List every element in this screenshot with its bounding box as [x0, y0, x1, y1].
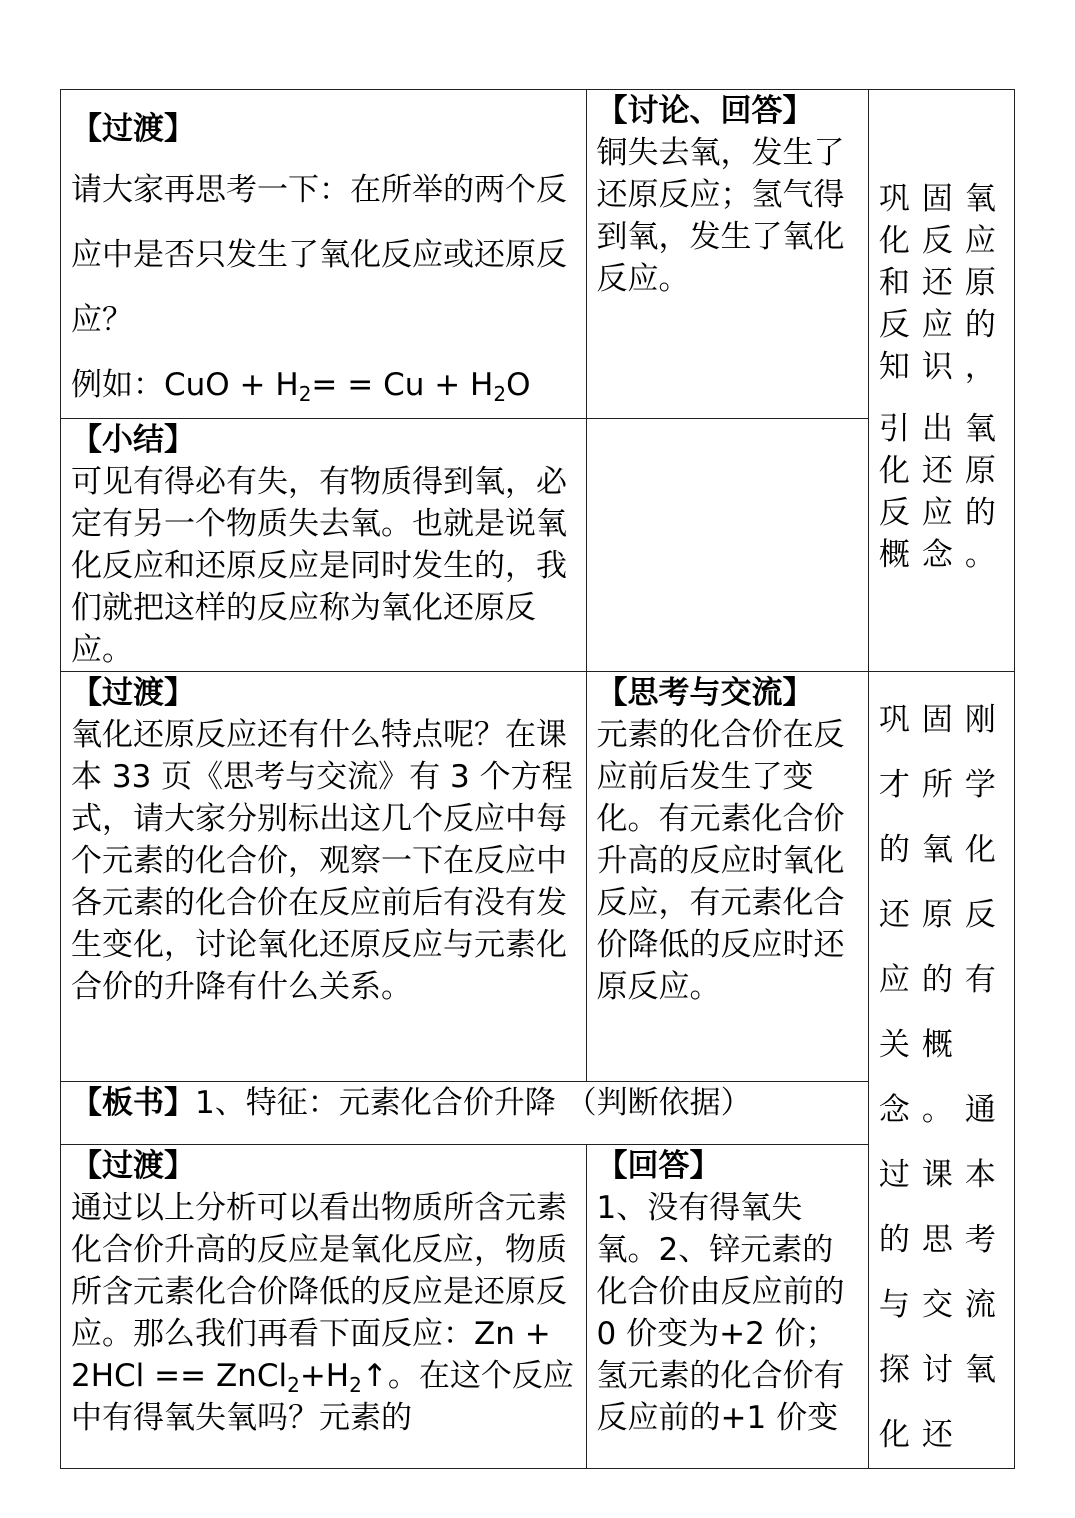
- section-heading: 【过渡】: [71, 1147, 195, 1184]
- purpose-text: 巩固刚才所学的氧化还原反应的有关概念。通过课本的思考与交流探讨氧化还: [878, 702, 1008, 1453]
- example-equation: 例如：CuO + $H_2= = Cu + H_2O$: [71, 367, 531, 406]
- student-activity-cell: [586, 90, 868, 419]
- section-heading: 【过渡】: [71, 111, 195, 147]
- teacher-text: 请大家再思考一下：在所举的两个反应中是否只发生了氧化反应或还原反应？: [71, 172, 567, 338]
- teacher-activity-cell: [61, 672, 587, 1082]
- student-text: 元素的化合价在反应前后发生了变化。有元素化合价升高的反应时氧化反应，有元素化合价降低的反应时还原反应。: [596, 717, 845, 1005]
- purpose-text: 巩固氧化反应和还原反应的知识，: [878, 181, 1008, 385]
- lesson-plan-table: [60, 89, 1015, 1469]
- section-heading: 【过渡】: [71, 675, 195, 711]
- section-heading: 【小结】: [71, 422, 195, 458]
- design-purpose-cell: [868, 672, 1014, 1469]
- teacher-activity-cell: [61, 90, 587, 419]
- student-activity-cell: [586, 672, 868, 1082]
- section-heading: 【思考与交流】: [596, 675, 814, 711]
- section-heading: 【讨论、回答】: [596, 93, 814, 129]
- student-activity-cell: [586, 419, 868, 672]
- purpose-text: 引出氧化还原反应的概念。: [878, 411, 1008, 573]
- teacher-activity-cell: [61, 419, 587, 672]
- board-label: 【板书】: [71, 1085, 195, 1122]
- board-writing-cell: [61, 1082, 869, 1145]
- student-activity-cell: [586, 1144, 868, 1468]
- summary-text: 可见有得必有失，有物质得到氧，必定有另一个物质失去氧。也就是说氧化反应和还原反应是同时发生的，我们就把这样的反应称为氧化还原反应。: [71, 464, 567, 668]
- board-text: 1、特征：元素化合价升降 （判断依据）: [195, 1085, 752, 1122]
- table-row: [61, 90, 1015, 419]
- design-purpose-cell: [868, 90, 1014, 672]
- student-text: 铜失去氧，发生了还原反应；氢气得到氧，发生了氧化反应。: [596, 135, 845, 297]
- student-text: 1、没有得氧失氧。2、锌元素的化合价由反应前的 0 价变为+2 价；氢元素的化合价有反应前的+1 价变: [596, 1189, 845, 1436]
- teacher-text: 通过以上分析可以看出物质所含元素化合价升高的反应是氧化反应，物质所含元素化合价降低的反应是还原反应。那么我们再看下面反应：$Zn + 2HCl == ZnCl_2+H_2↑$。在这个反应中有得氧失氧吗？元素的: [71, 1189, 574, 1436]
- table-row: [61, 672, 1015, 1082]
- teacher-text: 氧化还原反应还有什么特点呢？在课本 33 页《思考与交流》有 3 个方程式，请大家分别标出这几个反应中每个元素的化合价，观察一下在反应中各元素的化合价在反应前后有没有发生变化，讨论氧化还原反应与元素化合价的升降有什么关系。: [71, 717, 573, 1005]
- teacher-activity-cell: [61, 1144, 587, 1468]
- section-heading: 【回答】: [596, 1147, 721, 1184]
- lesson-plan-page: [60, 89, 1015, 1453]
